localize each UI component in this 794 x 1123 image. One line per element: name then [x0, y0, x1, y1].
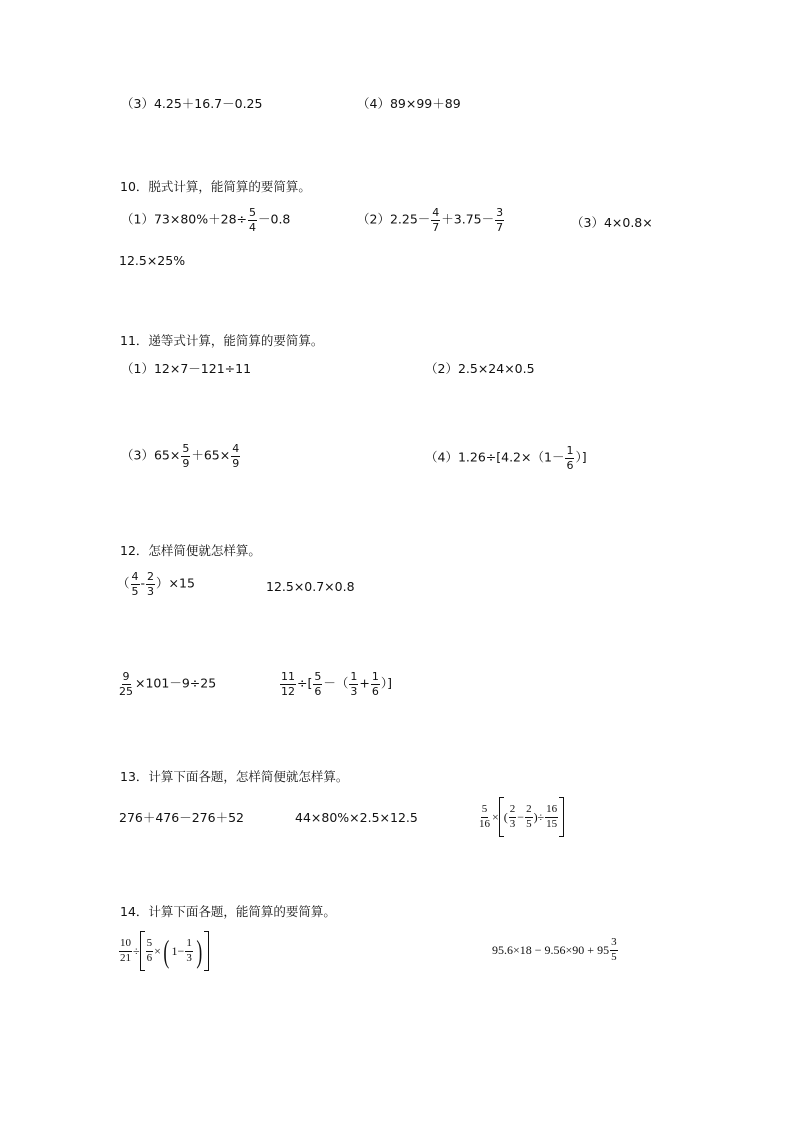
fraction: $\frac{3}{5}$: [611, 936, 617, 963]
fraction: $\frac{5}{16}$: [479, 802, 490, 830]
fraction: $\frac{5}{6}$: [314, 670, 322, 698]
right-paren: ): [196, 933, 203, 969]
q14-expression-2: 95.6×18 − 9.56×90 + 95 $\frac{3}{5}$: [492, 936, 617, 963]
fraction: $\frac{10}{21}$: [120, 936, 131, 964]
fraction: $\frac{2}{5}$: [526, 802, 532, 830]
q10-problem-3-start: （3）4×0.8×: [571, 215, 653, 230]
q12-expression-2: 12.5×0.7×0.8: [266, 579, 355, 594]
right-bracket: [204, 931, 209, 971]
fraction: $\frac{5}{6}$: [146, 936, 153, 964]
fraction: $\frac{3}{7}$: [496, 206, 504, 234]
question-12-title: 12．怎样简便就怎样算。: [120, 543, 261, 558]
problem-3-expression: （3）4.25＋16.7－0.25: [121, 96, 263, 111]
fraction: $\frac{4}{7}$: [432, 206, 440, 234]
fraction: $\frac{5}{4}$: [249, 206, 256, 234]
q14-expression-1: $\frac{10}{21}$ ÷ $\frac{5}{6}$ ×( 1− $\frac{1}{3}$ ): [118, 931, 209, 971]
fraction: $\frac{9}{25}$: [119, 670, 133, 698]
fraction: $\frac{11}{12}$: [281, 670, 295, 698]
fraction: $\frac{16}{15}$: [546, 802, 558, 830]
q10-problem-3-continuation: 12.5×25%: [119, 253, 186, 268]
q11-problem-2: （2）2.5×24×0.5: [425, 361, 535, 376]
fraction: $\frac{1}{3}$: [350, 670, 358, 698]
q12-expression-1: （ $\frac{4}{5}$ - $\frac{2}{3}$ ）×15: [117, 570, 195, 598]
fraction: $\frac{1}{3}$: [186, 936, 192, 964]
question-11-title: 11．递等式计算，能简算的要简算。: [120, 333, 324, 348]
fraction: $\frac{5}{9}$: [182, 442, 190, 470]
q10-problem-1: （1）73×80%＋28÷ $\frac{5}{4}$ －0.8: [121, 206, 291, 234]
fraction: $\frac{1}{6}$: [566, 444, 574, 472]
left-bracket: [140, 931, 145, 971]
fraction: $\frac{1}{6}$: [371, 670, 379, 698]
q13-expression-1: 276＋476－276＋52: [119, 810, 244, 825]
q12-expression-4: $\frac{11}{12}$ ÷[ $\frac{5}{6}$ －（ $\frac{1}{3}$ + $\frac{1}{6}$ ）]: [281, 670, 392, 698]
fraction: $\frac{4}{9}$: [232, 442, 240, 470]
q10-problem-2: （2）2.25－ $\frac{4}{7}$ ＋3.75－ $\frac{3}{7}$: [357, 206, 504, 234]
left-paren: (: [163, 933, 170, 969]
question-14-title: 14．计算下面各题，能简算的要简算。: [120, 904, 336, 919]
right-bracket: [559, 797, 564, 837]
q11-problem-3: （3）65× $\frac{5}{9}$ ＋65× $\frac{4}{9}$: [121, 442, 240, 470]
fraction: $\frac{2}{3}$: [509, 802, 516, 830]
fraction: $\frac{2}{3}$: [147, 570, 155, 598]
question-13-title: 13．计算下面各题，怎样简便就怎样算。: [120, 769, 349, 784]
q11-problem-1: （1）12×7－121÷11: [121, 361, 252, 376]
question-10-title: 10．脱式计算，能简算的要简算。: [120, 179, 311, 194]
problem-4-expression: （4）89×99＋89: [357, 96, 461, 111]
q12-expression-3: $\frac{9}{25}$ ×101－9÷25: [119, 670, 217, 698]
q11-problem-4: （4）1.26÷[4.2×（1－ $\frac{1}{6}$ ）]: [425, 444, 587, 472]
q13-expression-3: $\frac{5}{16}$ × ( $\frac{2}{3}$ − $\frac{2}{5}$ )÷ $\frac{16}{15}$: [477, 797, 564, 837]
fraction: $\frac{4}{5}$: [131, 570, 139, 598]
q13-expression-2: 44×80%×2.5×12.5: [295, 810, 418, 825]
